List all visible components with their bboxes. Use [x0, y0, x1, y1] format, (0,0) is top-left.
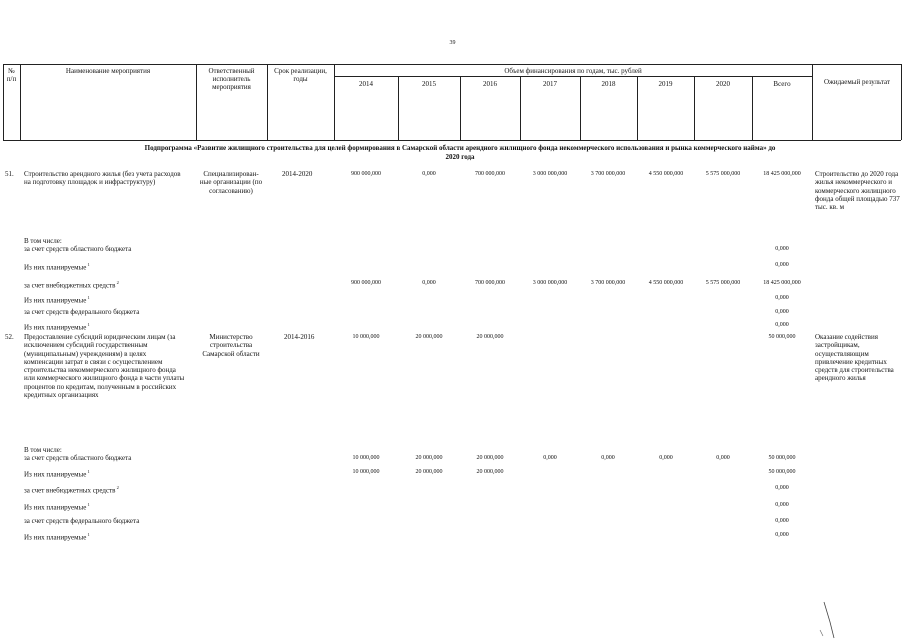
item51-row-value: 0,000	[775, 322, 789, 328]
header-column-divider	[901, 64, 902, 140]
header-column-divider	[812, 64, 813, 140]
item52-row-value: 20 000,000	[415, 455, 443, 461]
item52-row-value: 0,000	[543, 455, 557, 461]
item51-total-value: 3 000 000,000	[532, 171, 568, 177]
item51-row-label	[24, 321, 90, 332]
item52-total-value: 10 000,000	[352, 334, 380, 340]
item52-row-value: 20 000,000	[476, 455, 504, 461]
footnote-marker: 1	[86, 532, 90, 537]
footnote-marker: 1	[86, 502, 90, 507]
item51-row-label	[24, 279, 119, 290]
item52-row-label-text: Из них планируемые	[24, 533, 87, 542]
item51-row-value: 0,000	[422, 280, 436, 286]
item51-row-label	[24, 308, 139, 316]
item52-row-value: 0,000	[775, 485, 789, 491]
item52-row-value: 50 000,000	[768, 455, 796, 461]
item52-row-value: 0,000	[775, 532, 789, 538]
footnote-marker: 2	[115, 280, 119, 285]
item52-row-value: 10 000,000	[352, 455, 380, 461]
item51-row-value: 0,000	[775, 246, 789, 252]
item51-row-value: 3 000 000,000	[532, 280, 568, 286]
item51-name: Строительство арендного жилья (без учета расходов на подготовку площадок и инфраструктуру)	[24, 170, 181, 187]
item52-row-value: 20 000,000	[476, 469, 504, 475]
item52-row-value: 50 000,000	[768, 469, 796, 475]
header-term: Срок реализации, годы	[274, 67, 327, 83]
header-column-divider	[196, 64, 197, 140]
item52-row-label-text: Из них планируемые	[24, 470, 87, 479]
item51-row-value: 4 550 000,000	[648, 280, 684, 286]
item52-row-label	[24, 501, 90, 512]
item51-total-value: 5 575 000,000	[705, 171, 741, 177]
item51-responsible: Специализирован-ные организации (по согласованию)	[199, 170, 263, 195]
item52-row-value: 0,000	[601, 455, 615, 461]
header-no: № п/п	[6, 67, 17, 83]
item51-row-label-text: за счет средств федерального бюджета	[24, 308, 140, 316]
header-year: 2020	[716, 80, 730, 88]
header-column-divider	[20, 64, 21, 140]
item51-row-label-text: Из них планируемые	[24, 263, 87, 272]
page-number: 39	[449, 40, 456, 46]
item52-no: 52.	[5, 333, 14, 341]
item51-row-label-text: за счет внебюджетных средств	[24, 281, 116, 290]
item52-row-label-text: Из них планируемые	[24, 503, 87, 512]
item52-name: Предоставление субсидий юридическим лицам (за исключением субсидий государственным (муниципальным) учреждениям) в целях компенсации затрат в связи с осуществлением строительства некоммерческого жилищного фонда или коммерческого жилищного фонда в части уплаты процентов по кредитам, полученным в российских кредитных организациях	[24, 333, 185, 400]
header-year: 2016	[483, 80, 497, 88]
header-year: 2018	[601, 80, 616, 88]
item51-total-value: 700 000,000	[475, 171, 505, 177]
header-responsible: Ответственный исполнитель мероприятия	[208, 67, 255, 91]
item51-row-value: 0,000	[775, 262, 789, 268]
header-year: Всего	[773, 80, 791, 88]
item51-total-value: 900 000,000	[351, 171, 381, 177]
item52-row-value: 20 000,000	[415, 469, 443, 475]
item51-total-value: 18 425 000,000	[763, 171, 801, 177]
item51-row-value: 900 000,000	[351, 280, 381, 286]
item52-row-label	[24, 454, 131, 462]
item51-result: Строительство до 2020 года жилья некоммерческого и коммерческого жилищного фонда общей площадью 737 тыс. кв. м	[815, 170, 900, 212]
item51-row-label	[24, 261, 90, 272]
item51-row-label-text: за счет средств областного бюджета	[24, 245, 132, 253]
header-year: 2015	[422, 80, 436, 88]
item52-row-value: 0,000	[659, 455, 673, 461]
header-year: 2017	[543, 80, 557, 88]
item52-row-label	[24, 531, 90, 542]
item52-row-label-text: за счет средств федерального бюджета	[24, 517, 140, 525]
item51-total-value: 0,000	[422, 171, 436, 177]
item52-row-label-text: за счет средств областного бюджета	[24, 454, 132, 462]
item52-total-value: 20 000,000	[476, 334, 504, 340]
item52-including: В том числе:	[24, 446, 62, 454]
item51-row-value: 0,000	[775, 295, 789, 301]
item52-term: 2014-2016	[284, 333, 315, 341]
item52-row-label	[24, 468, 90, 479]
item52-row-label-text: за счет внебюджетных средств	[24, 486, 116, 495]
item51-total-value: 3 700 000,000	[590, 171, 626, 177]
item51-row-value: 700 000,000	[475, 280, 505, 286]
item51-row-value: 5 575 000,000	[705, 280, 741, 286]
header-year: 2019	[658, 80, 673, 88]
footnote-marker: 2	[115, 485, 119, 490]
header-bottom-border	[3, 140, 901, 141]
item52-row-value: 10 000,000	[352, 469, 380, 475]
footnote-marker: 1	[86, 262, 90, 267]
item51-row-label	[24, 245, 131, 253]
scan-mark-icon	[810, 600, 850, 640]
item51-row-value: 3 700 000,000	[590, 280, 626, 286]
funding-divider	[334, 76, 812, 77]
item52-row-value: 0,000	[775, 502, 789, 508]
item51-including: В том числе:	[24, 237, 62, 245]
footnote-marker: 1	[86, 322, 90, 327]
item52-row-label	[24, 484, 119, 495]
subprogram-title: Подпрограмма «Развитие жилищного строительства для целей формирования в Самарской области арендного жилищного фонда некоммерческого использования и рынка коммерческого найма» до 2020 года	[144, 144, 776, 161]
item51-row-value: 18 425 000,000	[763, 280, 801, 286]
item52-row-label	[24, 517, 139, 525]
item52-row-value: 0,000	[716, 455, 730, 461]
item51-total-value: 4 550 000,000	[648, 171, 684, 177]
header-name: Наименование мероприятия	[65, 67, 151, 75]
footnote-marker: 1	[86, 295, 90, 300]
item51-term: 2014-2020	[282, 170, 313, 178]
item51-row-value: 0,000	[775, 309, 789, 315]
header-top-border	[3, 64, 901, 65]
header-funding: Объем финансирования по годам, тыс. рублей	[504, 67, 642, 75]
item52-responsible: Министерство строительства Самарской области	[202, 333, 260, 358]
item52-result: Оказание содействия застройщикам, осуществляющим привлечение кредитных средств для строительства арендного жилья	[815, 333, 894, 383]
item51-no: 51.	[5, 170, 14, 178]
item52-row-value: 0,000	[775, 518, 789, 524]
header-result: Ожидаемый результат	[823, 78, 891, 86]
item51-row-label-text: Из них планируемые	[24, 296, 87, 305]
item52-total-value: 50 000,000	[768, 334, 796, 340]
item51-row-label-text: Из них планируемые	[24, 323, 87, 332]
footnote-marker: 1	[86, 469, 90, 474]
item51-row-label	[24, 294, 90, 305]
item52-total-value: 20 000,000	[415, 334, 443, 340]
header-year: 2014	[359, 80, 373, 88]
